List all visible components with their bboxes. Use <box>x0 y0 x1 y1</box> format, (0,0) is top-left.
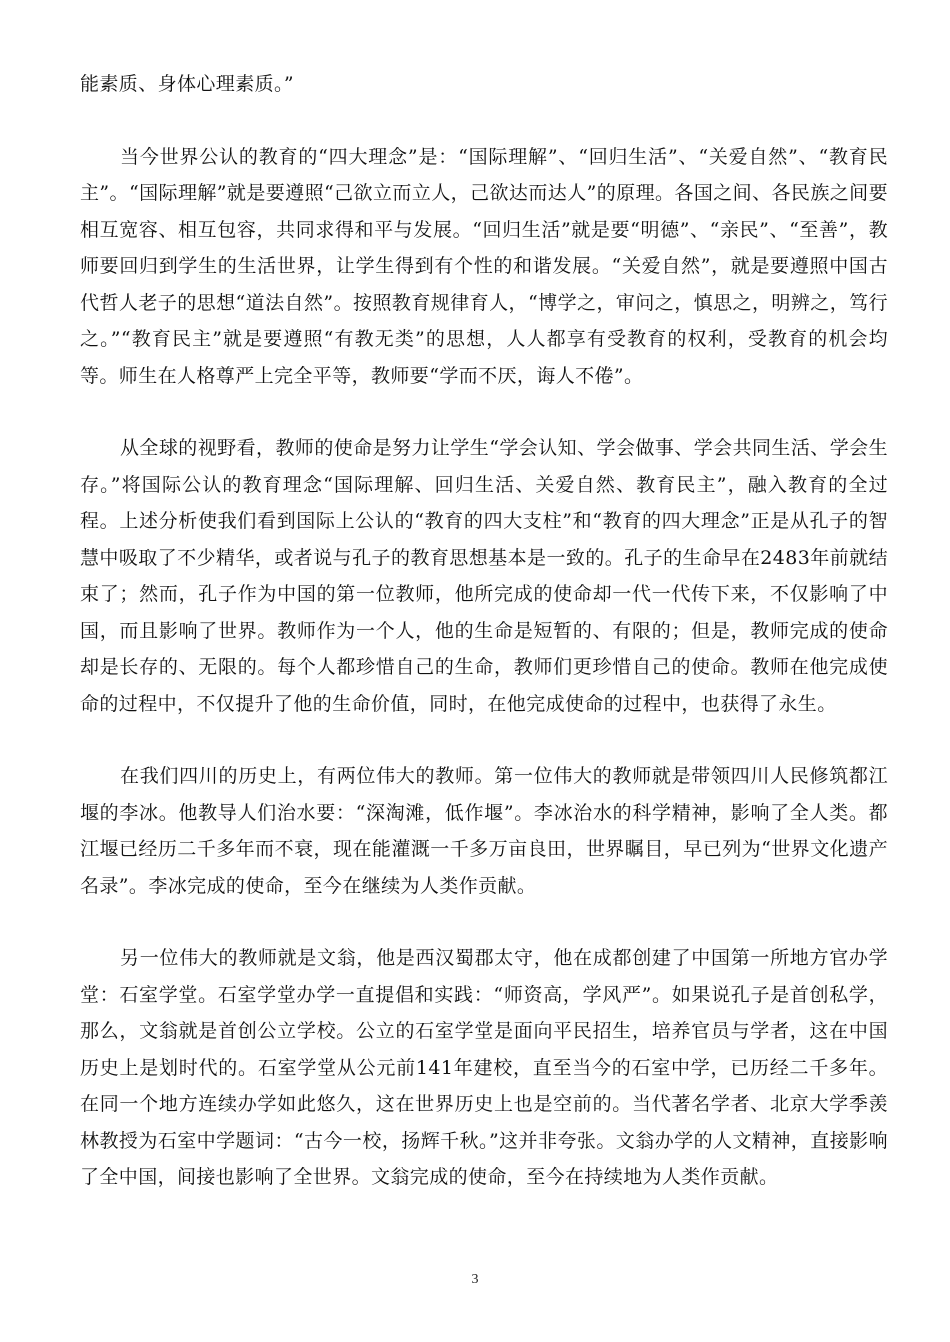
paragraph-gap <box>80 904 888 940</box>
paragraph-global-view: 从全球的视野看，教师的使命是努力让学生“学会认知、学会做事、学会共同生活、学会生存。”将国际公认的教育理念“国际理解、回归生活、关爱自然、教育民主”，融入教育的全过程。上述分析使我们看到国际上公认的“教育的四大支柱”和“教育的四大理念”正是从孔子的智慧中吸取了不少精华，或者说与孔子的教育思想基本是一致的。孔子的生命早在2483年前就结束了；然而，孔子作为中国的第一位教师，他所完成的使命却一代一代传下来，不仅影响了中国，而且影响了世界。教师作为一个人，他的生命是短暂的、有限的；但是，教师完成的使命却是长存的、无限的。每个人都珍惜自己的生命，教师们更珍惜自己的使命。教师在他完成使命的过程中，不仅提升了他的生命价值，同时，在他完成使命的过程中，也获得了永生。 <box>80 437 888 715</box>
paragraph-gap <box>80 722 888 758</box>
paragraph-gap <box>80 394 888 430</box>
paragraph-wen-weng: 另一位伟大的教师就是文翁，他是西汉蜀郡太守，他在成都创建了中国第一所地方官办学堂：石室学堂。石室学堂办学一直提倡和实践：“师资高，学风严”。如果说孔子是首创私学，那么，文翁就是首创公立学校。公立的石室学堂是面向平民招生，培养官员与学者，这在中国历史上是划时代的。石室学堂从公元前141年建校，直至当今的石室中学，已历经二千多年。在同一个地方连续办学如此悠久，这在世界历史上也是空前的。当代著名学者、北京大学季羡林教授为石室中学题词：“古今一校，扬辉千秋。”这并非夸张。文翁办学的人文精神，直接影响了全中国，间接也影响了全世界。文翁完成的使命，至今在持续地为人类作贡献。 <box>80 947 888 1188</box>
paragraph-gap <box>80 103 888 139</box>
paragraph-continuation: 能素质、身体心理素质。” <box>80 73 295 95</box>
page-number: 3 <box>471 1272 479 1287</box>
document-body <box>80 66 888 1196</box>
paragraph-four-concepts: 当今世界公认的教育的“四大理念”是：“国际理解”、“回归生活”、“关爱自然”、“教育民主”。“国际理解”就是要遵照“己欲立而立人，己欲达而达人”的原理。各国之间、各民族之间要相互宽容、相互包容，共同求得和平与发展。“回归生活”就是要“明德”、“亲民”、“至善”，教师要回归到学生的生活世界，让学生得到有个性的和谐发展。“关爱自然”，就是要遵照中国古代哲人老子的思想“道法自然”。按照教育规律育人，“博学之，审问之，慎思之，明辨之，笃行之。”“教育民主”就是要遵照“有教无类”的思想，人人都享有受教育的权利，受教育的机会均等。师生在人格尊严上完全平等，教师要“学而不厌，诲人不倦”。 <box>80 145 888 387</box>
paragraph-li-bing: 在我们四川的历史上，有两位伟大的教师。第一位伟大的教师就是带领四川人民修筑都江堰的李冰。他教导人们治水要：“深淘滩，低作堰”。李冰治水的科学精神，影响了全人类。都江堰已经历二千多年而不衰，现在能灌溉一千多万亩良田，世界瞩目，早已列为“世界文化遗产名录”。李冰完成的使命，至今在继续为人类作贡献。 <box>80 765 888 897</box>
